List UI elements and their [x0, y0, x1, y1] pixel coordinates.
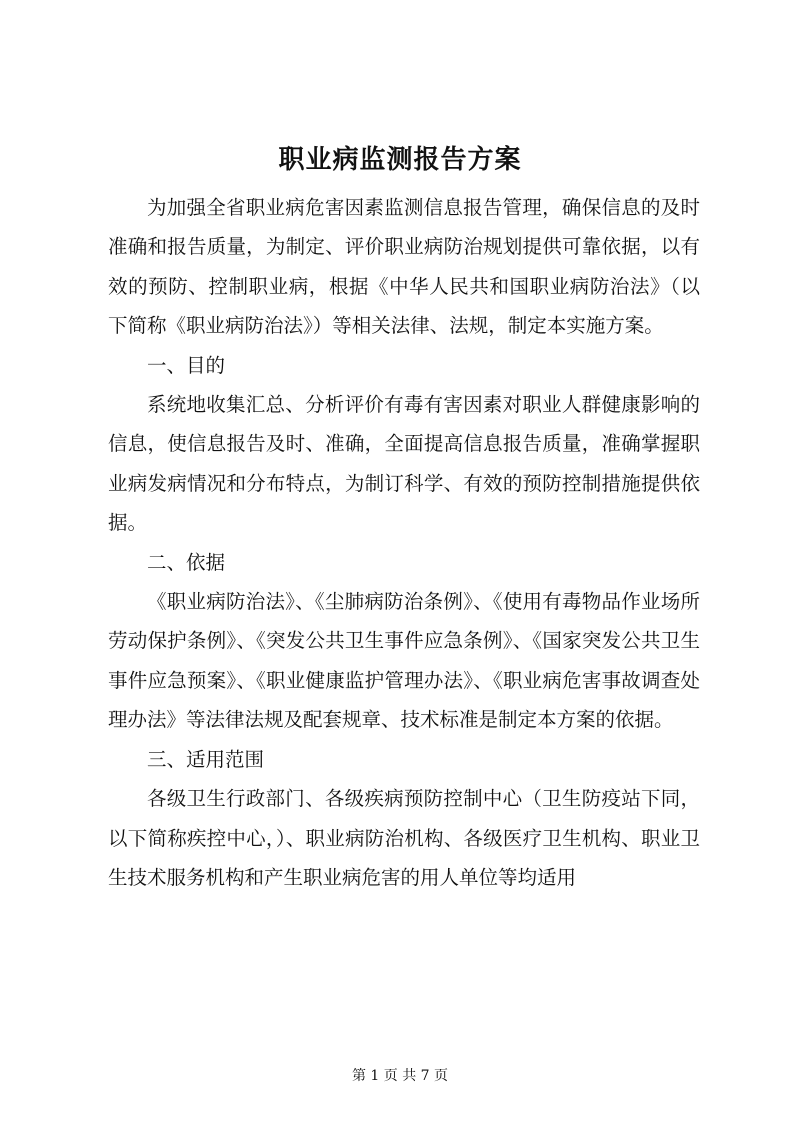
scope-paragraph: 各级卫生行政部门、各级疾病预防控制中心（卫生防疫站下同，以下简称疾控中心，）、职业病防治机构、各级医疗卫生机构、职业卫生技术服务机构和产生职业病危害的用人单位等均适用 [108, 787, 700, 889]
page-number: 第 1 页 共 7 页 [351, 1068, 449, 1084]
purpose-paragraph: 系统地收集汇总、分析评价有毒有害因素对职业人群健康影响的信息，使信息报告及时、准确，全面提高信息报告质量，准确掌握职业病发病情况和分布特点，为制订科学、有效的预防控制措施提供依据。 [108, 393, 700, 535]
section-heading-scope: 三、适用范围 [147, 747, 265, 771]
basis-paragraph: 《职业病防治法》、《尘肺病防治条例》、《使用有毒物品作业场所劳动保护条例》、《突发公共卫生事件应急条例》、《国家突发公共卫生事件应急预案》、《职业健康监护管理办法》、《职业病危害事故调查处理办法》等法律法规及配套规章、技术标准是制定本方案的依据。 [108, 590, 700, 732]
section-heading-basis: 二、依据 [147, 550, 226, 574]
document-body [108, 188, 700, 897]
section-heading-purpose: 一、目的 [147, 353, 226, 377]
intro-paragraph: 为加强全省职业病危害因素监测信息报告管理，确保信息的及时准确和报告质量，为制定、评价职业病防治规划提供可靠依据，以有效的预防、控制职业病，根据《中华人民共和国职业病防治法》（以下简称《职业病防治法》）等相关法律、法规，制定本实施方案。 [108, 196, 700, 338]
document-title: 职业病监测报告方案 [278, 145, 522, 175]
